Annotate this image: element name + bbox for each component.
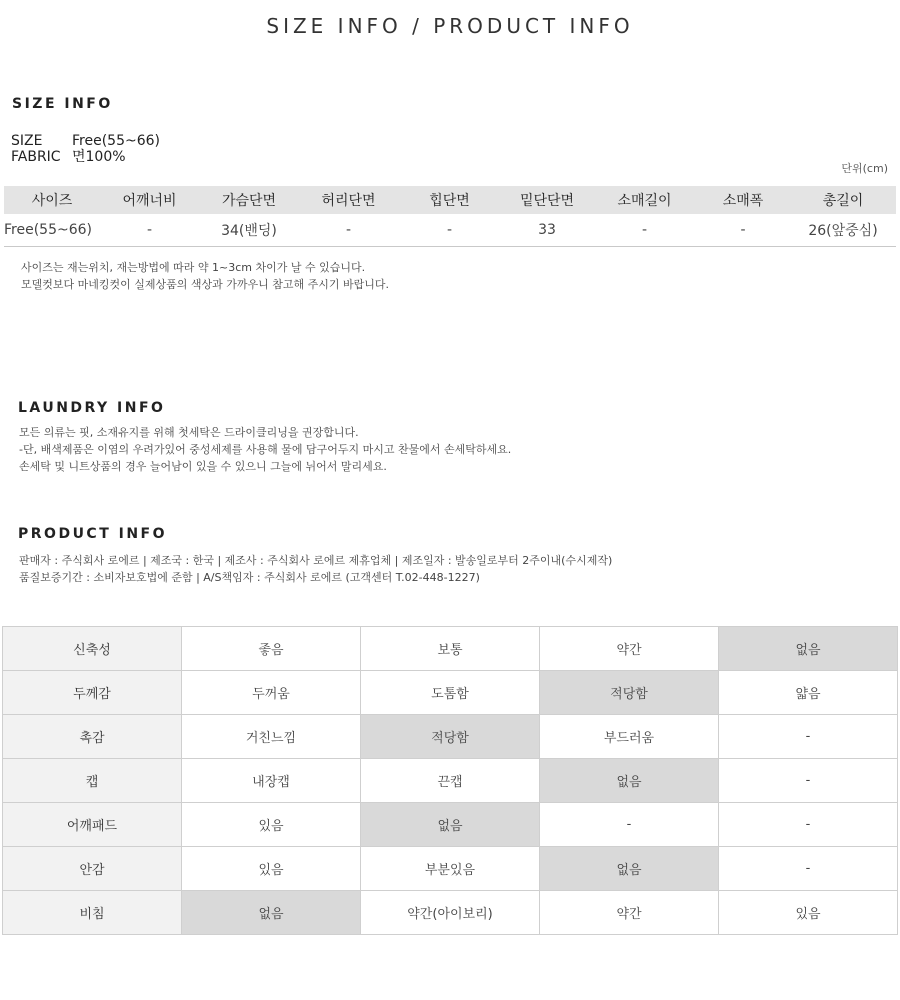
attribute-option: - (719, 715, 898, 759)
size-table-header-cell: 밑단단면 (501, 186, 593, 214)
size-table-cell: - (696, 214, 790, 247)
attribute-option: 도톰함 (361, 671, 540, 715)
attribute-option: 있음 (719, 891, 898, 935)
size-table-cell: Free(55~66) (4, 214, 100, 247)
size-table-header (4, 186, 896, 214)
product-line: 품질보증기간 : 소비자보호법에 준함 | A/S책임자 : 주식회사 로에르 (고객센터 T.02-448-1227) (19, 571, 480, 584)
attribute-option: 거친느낌 (182, 715, 361, 759)
table-row (3, 847, 898, 891)
attribute-table (2, 626, 898, 935)
table-row (3, 671, 898, 715)
table-row (3, 891, 898, 935)
page-title: SIZE INFO / PRODUCT INFO (266, 14, 634, 38)
attribute-option: 있음 (182, 847, 361, 891)
attribute-option: 약간 (540, 891, 719, 935)
attribute-option: 내장캡 (182, 759, 361, 803)
laundry-notes (19, 424, 511, 475)
table-row (3, 627, 898, 671)
attribute-option-selected: 없음 (540, 847, 719, 891)
attribute-option: 부드러움 (540, 715, 719, 759)
attribute-option-selected: 없음 (719, 627, 898, 671)
attribute-label: 안감 (3, 847, 182, 891)
laundry-line: -단, 배색제품은 이염의 우려가있어 중성세제를 사용해 물에 담구어두지 마시고 찬물에서 손세탁하세요. (19, 443, 512, 456)
size-label: SIZE (11, 133, 43, 149)
fabric-spec-row (11, 149, 160, 165)
table-row (3, 803, 898, 847)
attribute-option: 약간(아이보리) (361, 891, 540, 935)
attribute-label: 두께감 (3, 671, 182, 715)
attribute-option: 좋음 (182, 627, 361, 671)
attribute-option: 부분있음 (361, 847, 540, 891)
attribute-label: 캡 (3, 759, 182, 803)
laundry-line: 모든 의류는 핏, 소재유지를 위해 첫세탁은 드라이클리닝을 권장합니다. (19, 426, 359, 439)
size-table-cell: 33 (501, 214, 593, 247)
product-info-heading: PRODUCT INFO (18, 526, 168, 542)
size-table-header-cell: 어깨너비 (100, 186, 199, 214)
attribute-option: - (719, 803, 898, 847)
attribute-option-selected: 적당함 (361, 715, 540, 759)
attribute-label: 어깨패드 (3, 803, 182, 847)
attribute-option: 두꺼움 (182, 671, 361, 715)
size-spec-row (11, 133, 160, 149)
attribute-label: 비침 (3, 891, 182, 935)
size-table (4, 186, 896, 247)
unit-label: 단위(cm) (841, 162, 888, 175)
attribute-option: 끈캡 (361, 759, 540, 803)
product-line: 판매자 : 주식회사 로에르 | 제조국 : 한국 | 제조사 : 주식회사 로에르 제휴업체 | 제조일자 : 발송일로부터 2주이내(수시제작) (19, 554, 613, 567)
fabric-value: 면100% (72, 149, 126, 165)
attribute-option-selected: 없음 (540, 759, 719, 803)
attribute-option-selected: 적당함 (540, 671, 719, 715)
size-note: 사이즈는 재는위치, 재는방법에 따라 약 1~3cm 차이가 날 수 있습니다. (21, 261, 366, 274)
size-table-cell: - (593, 214, 696, 247)
attribute-option: 보통 (361, 627, 540, 671)
size-table-header-cell: 사이즈 (4, 186, 100, 214)
attribute-option: 약간 (540, 627, 719, 671)
attribute-option: - (540, 803, 719, 847)
attribute-label: 신축성 (3, 627, 182, 671)
size-table-header-cell: 소매길이 (593, 186, 696, 214)
attribute-option-selected: 없음 (361, 803, 540, 847)
size-table-header-cell: 힙단면 (398, 186, 501, 214)
laundry-info-heading: LAUNDRY INFO (18, 400, 166, 416)
size-info-heading: SIZE INFO (12, 96, 113, 112)
attribute-option-selected: 없음 (182, 891, 361, 935)
table-row (4, 214, 896, 247)
size-fabric-spec (11, 133, 160, 165)
size-notes (21, 259, 389, 293)
size-table-header-cell: 가슴단면 (199, 186, 299, 214)
size-value: Free(55~66) (72, 133, 160, 149)
size-table-header-cell: 허리단면 (299, 186, 398, 214)
fabric-label: FABRIC (11, 149, 61, 165)
product-notes (19, 552, 612, 586)
attribute-option: 얇음 (719, 671, 898, 715)
size-table-cell: - (100, 214, 199, 247)
attribute-label: 촉감 (3, 715, 182, 759)
attribute-option: 있음 (182, 803, 361, 847)
table-row (3, 759, 898, 803)
size-table-cell: - (299, 214, 398, 247)
size-table-header-cell: 총길이 (790, 186, 896, 214)
attribute-option: - (719, 759, 898, 803)
size-note: 모델컷보다 마네킹컷이 실제상품의 색상과 가까우니 참고해 주시기 바랍니다. (21, 278, 390, 291)
size-table-cell: 34(밴딩) (199, 214, 299, 247)
table-row (3, 715, 898, 759)
size-table-cell: - (398, 214, 501, 247)
size-table-cell: 26(앞중심) (790, 214, 896, 247)
laundry-line: 손세탁 및 니트상품의 경우 늘어남이 있을 수 있으니 그늘에 뉘어서 말리세요. (19, 460, 387, 473)
size-table-header-cell: 소매폭 (696, 186, 790, 214)
attribute-option: - (719, 847, 898, 891)
